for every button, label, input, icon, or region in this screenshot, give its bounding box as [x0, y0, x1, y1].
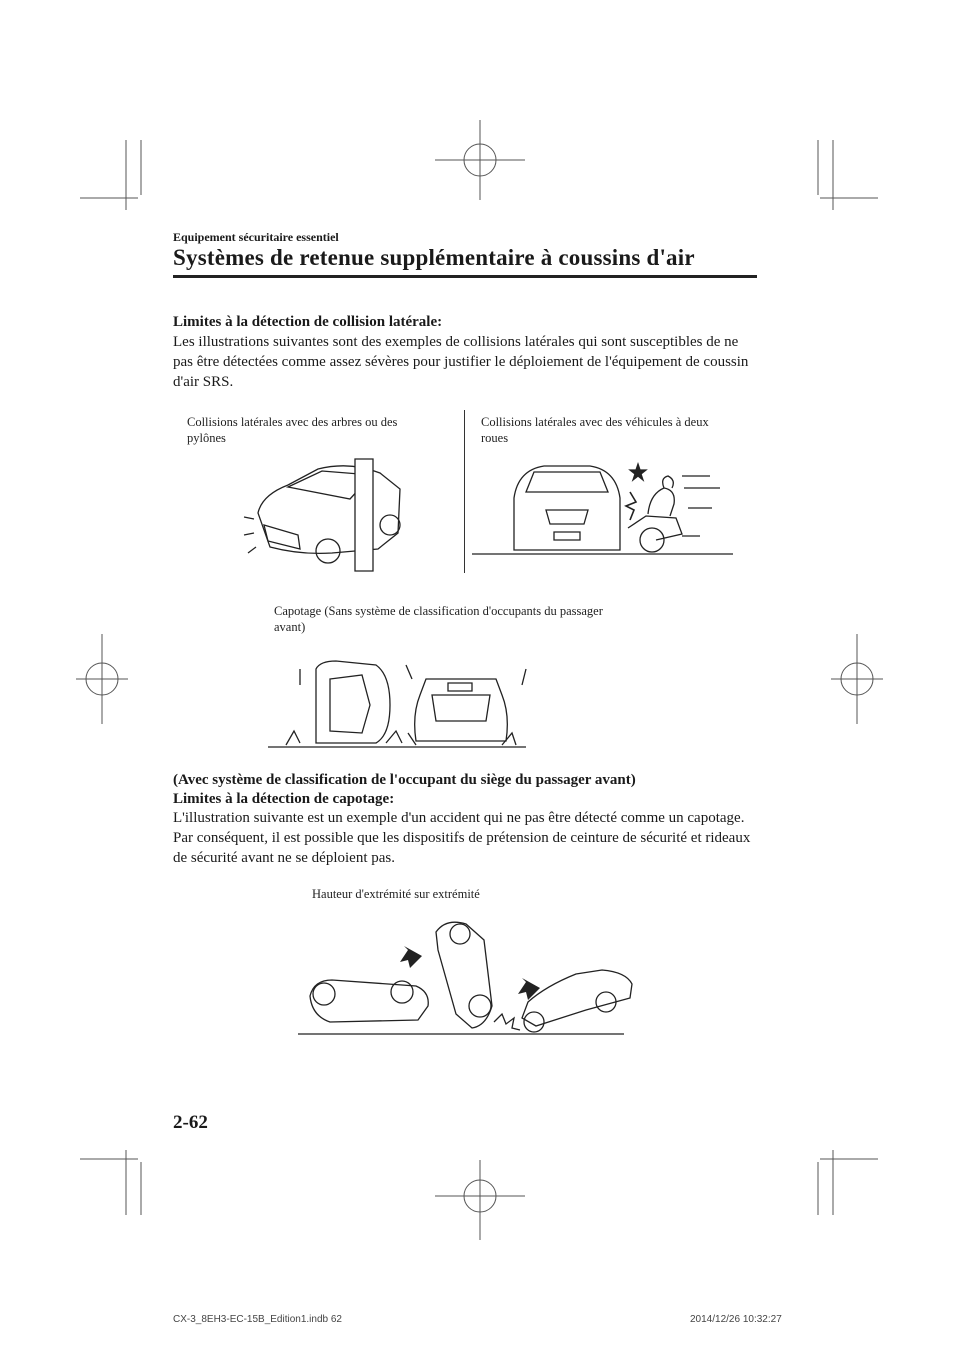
figure-two-wheel-caption-line2: roues [481, 431, 509, 445]
car-vertical [436, 922, 492, 1028]
title-divider [173, 275, 757, 278]
side-collision-paragraph: Les illustrations suivantes sont des exemples de collisions latérales qui sont susceptibles de ne pas être détectées comme assez sévères pour justifier le déploiement de l'équipement de coussin d'air SRS. [173, 334, 749, 390]
car-on-side [316, 661, 390, 743]
footer-file: CX-3_8EH3-EC-15B_Edition1.indb 62 [173, 1314, 342, 1325]
speed-lines [682, 476, 720, 536]
car-front-wheel [316, 539, 340, 563]
figure-trees-caption [187, 414, 457, 446]
debris-right [408, 733, 516, 745]
figure-rollover-side [266, 655, 528, 751]
figure-two-wheel-caption [481, 414, 751, 446]
footer-timestamp: 2014/12/26 10:32:27 [690, 1314, 782, 1325]
figure-rollover-caption-line1: Capotage (Sans système de classification d'occupants du passager [274, 604, 603, 618]
car-grille [546, 510, 588, 524]
rollover-paragraph: L'illustration suivante est un exemple d'un accident qui ne pas être détecté comme un capotage. Par conséquent, il est possible que les dispositifs de prétension de ceinture de sécurité et rideaux de sécurité avant ne se déploient pas. [173, 810, 751, 866]
motion-lines [300, 665, 526, 685]
figure-two-wheel-caption-line1: Collisions latérales avec des véhicules à deux [481, 415, 709, 429]
impact-burst [494, 1014, 520, 1030]
rollover-heading-1: (Avec système de classification de l'occupant du siège du passager avant) [173, 772, 636, 788]
tree-trunk [355, 459, 373, 571]
figure-tree-collision [240, 455, 410, 575]
figure-rollover-caption [274, 603, 694, 635]
rider [648, 476, 674, 516]
car-rear-wheel [380, 515, 400, 535]
car-front-outline [514, 466, 620, 550]
car-upside-down [310, 980, 428, 1022]
car-vertical-wheel-top [450, 924, 470, 944]
side-collision-heading: Limites à la détection de collision latérale: [173, 314, 443, 330]
arrow-down-left-1 [400, 946, 422, 968]
impact-star [626, 492, 636, 520]
car-plate [554, 532, 580, 540]
car-on-side-windshield [330, 675, 370, 733]
section-label: Equipement sécuritaire essentiel [173, 230, 339, 244]
figure-end-over-end-caption: Hauteur d'extrémité sur extrémité [312, 887, 480, 901]
impact-mark [630, 464, 646, 480]
impact-lines [244, 517, 256, 553]
figure-rollover-caption-line2: avant) [274, 620, 306, 634]
figure-trees-caption-line2: pylônes [187, 431, 226, 445]
arrow-down-left-2 [518, 978, 540, 1000]
car-upside-down-wheel-rear [391, 981, 413, 1003]
figure-motorcycle-collision [470, 458, 735, 558]
car-upside-down-glass [432, 695, 490, 721]
figure-divider [464, 410, 465, 573]
car-body [258, 466, 400, 554]
rollover-heading-2: Limites à la détection de capotage: [173, 791, 395, 807]
page-number: 2-62 [173, 1112, 208, 1133]
page-title: Systèmes de retenue supplémentaire à coussins d'air [173, 245, 695, 270]
car-upside-down-plate [448, 683, 472, 691]
car-tilting-wheel-front [524, 1012, 544, 1032]
car-windshield [526, 472, 608, 492]
car-upside-down [415, 679, 508, 741]
car-vertical-wheel-bottom [469, 995, 491, 1017]
motorcycle-wheel [640, 528, 664, 552]
figure-trees-caption-line1: Collisions latérales avec des arbres ou des [187, 415, 398, 429]
car-upside-down-wheel-front [313, 983, 335, 1005]
figure-end-over-end [296, 910, 636, 1040]
